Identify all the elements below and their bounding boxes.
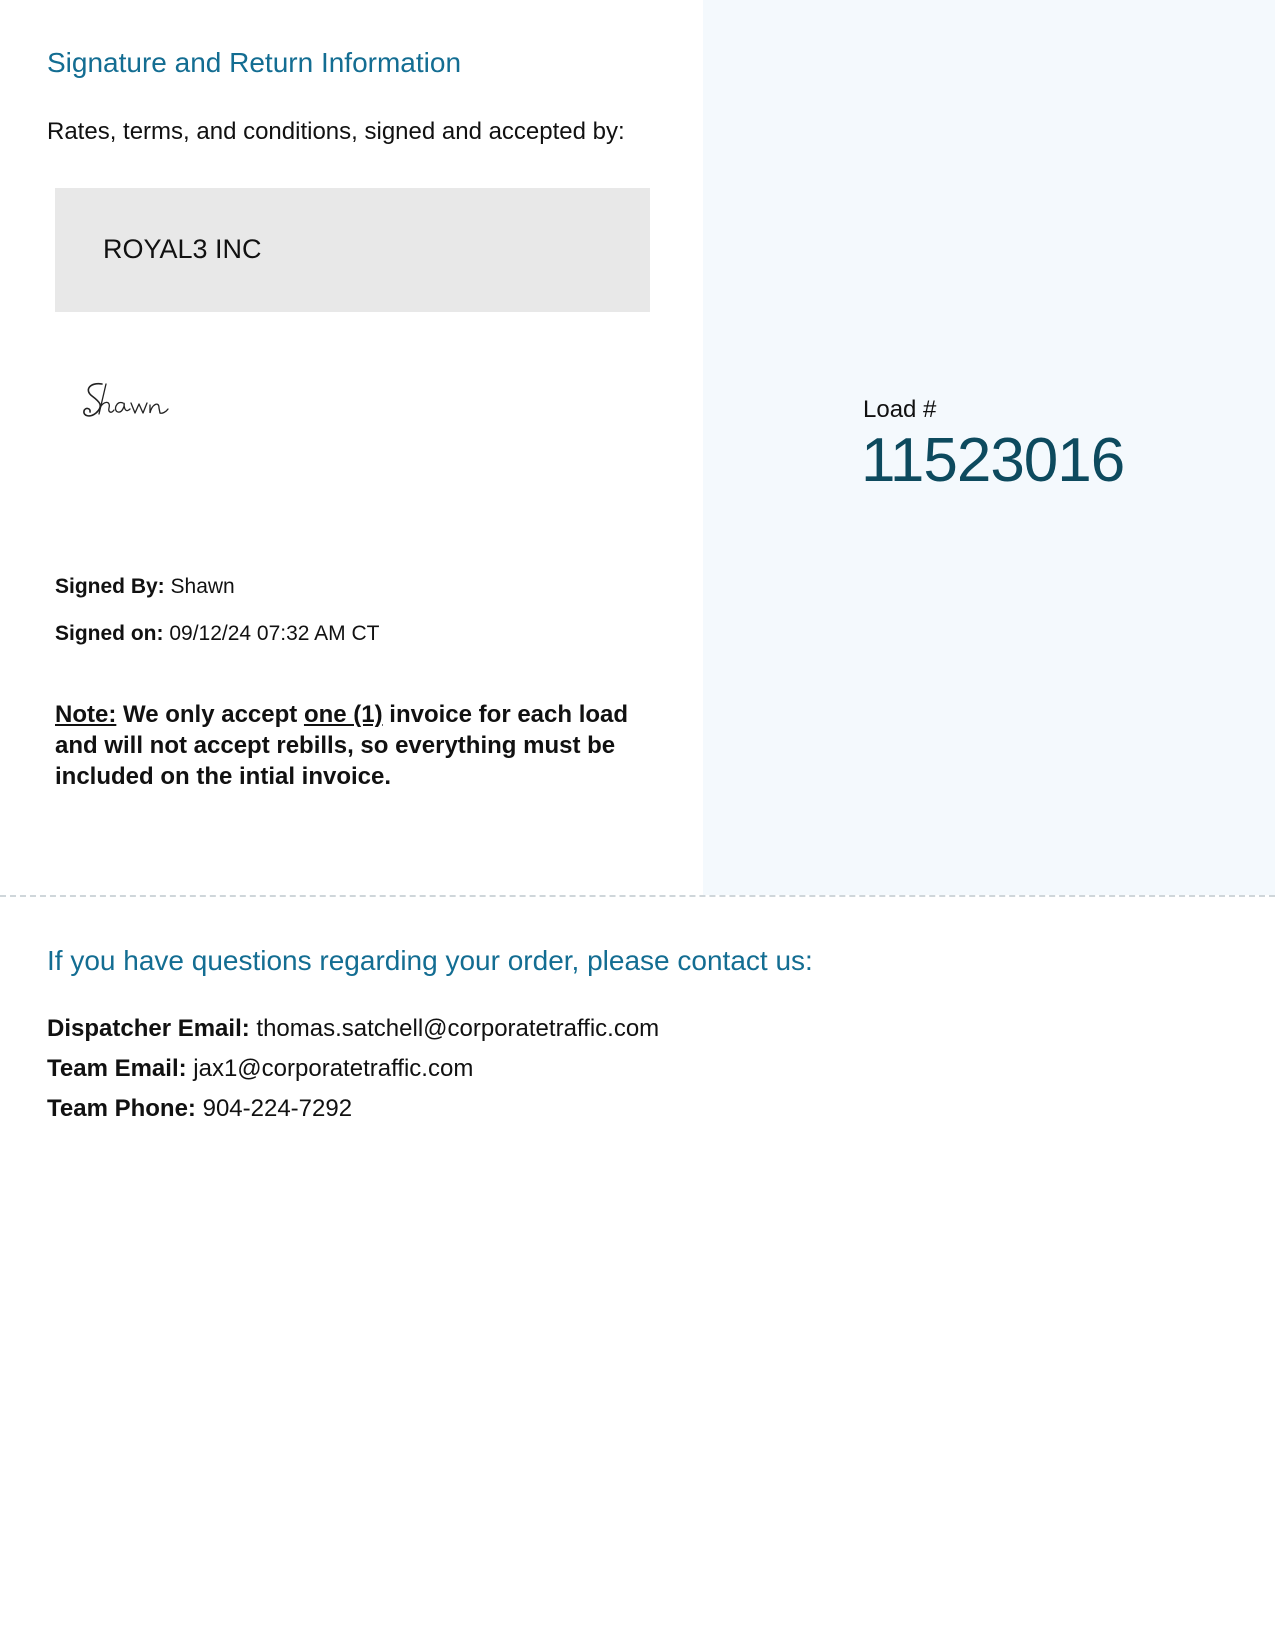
invoice-note: [55, 699, 635, 792]
dispatcher-email-line: [47, 1015, 659, 1043]
note-label: Note:: [55, 701, 117, 728]
signed-by: [55, 575, 235, 599]
signed-on-value: 09/12/24 07:32 AM CT: [169, 622, 380, 645]
note-text-before: We only accept: [123, 701, 298, 728]
team-phone-label: Team Phone:: [47, 1095, 196, 1122]
dashed-divider: [0, 895, 1275, 897]
team-phone[interactable]: 904-224-7292: [202, 1095, 353, 1122]
team-email-line: [47, 1055, 473, 1083]
dispatcher-email-label: Dispatcher Email:: [47, 1015, 250, 1042]
handwritten-signature: [80, 378, 190, 422]
note-emphasis: one (1): [303, 701, 383, 728]
signed-on: [55, 622, 379, 646]
accepted-by-text: Rates, terms, and conditions, signed and accepted by:: [47, 118, 625, 145]
load-label: Load #: [863, 396, 937, 423]
carrier-name: ROYAL3 INC: [103, 234, 262, 264]
signed-on-label: Signed on:: [55, 622, 164, 645]
signed-by-value: Shawn: [170, 575, 235, 598]
load-number: 11523016: [861, 426, 1125, 495]
team-phone-line: [47, 1095, 352, 1123]
team-email-label: Team Email:: [47, 1055, 187, 1082]
note-text-after: invoice for each load and will not accept rebills, so everything must be included on the intial invoice.: [55, 701, 629, 790]
dispatcher-email[interactable]: thomas.satchell@corporatetraffic.com: [256, 1015, 660, 1042]
signed-by-label: Signed By:: [55, 575, 165, 598]
carrier-name-box: [55, 188, 650, 312]
signature-section-title: Signature and Return Information: [47, 47, 462, 78]
team-email[interactable]: jax1@corporatetraffic.com: [193, 1055, 474, 1082]
contact-section-title: If you have questions regarding your order, please contact us:: [47, 945, 813, 976]
